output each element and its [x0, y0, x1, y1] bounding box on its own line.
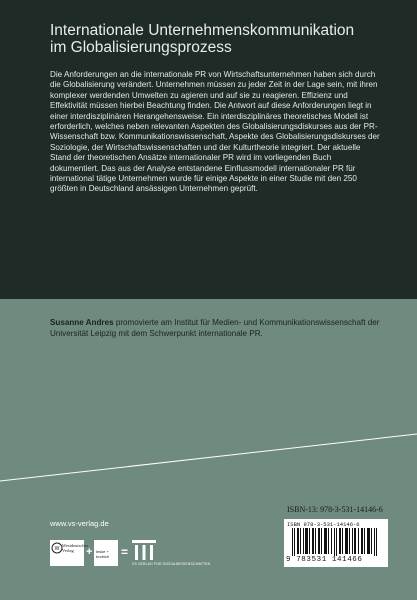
- title-line-1: Internationale Unternehmenskommunikation: [50, 22, 355, 39]
- book-description: Die Anforderungen an die internationale PR von Wirtschaftsunternehmen haben sich durch die Globalisierung verändert. Unternehmen müssen zu jeder Zeit in der Lage sein, mit ihren komplexer werdenden Umwelten zu agieren und auf sie zu reagieren. Effizienz und Effektivität müssen hierbei Beachtung finden. Die Antwort auf diese Anforderungen liegt in einer interdisziplinären Herangehensweise. Ein interdisziplinäres theoretisches Modell ist erforderlich, welches neben relevanten Aspekten des Globalisierungsdiskurses aus der PR-Wissenschaft bzw. Kommunikationswissenschaft, Aspekte des Globalisierungsdiskurses der Soziologie, der Wirtschaftswissenschaften und der Kulturtheorie integriert. Der aktuelle Stand der theoretischen Ansätze internationaler PR wird im vorliegenden Buch dokumentiert. Das aus der Analyse entstandene Einflussmodell internationaler PR für international tätige Unternehmen wurde für einige Aspekte in einer Studie mit den 250 größten in Deutschland ansässigen Unternehmen geprüft.: [50, 70, 380, 194]
- svg-text:W: W: [54, 546, 60, 552]
- vs-verlag-emblem-icon: [132, 540, 156, 560]
- author-bio-text: promovierte am Institut für Medien- und Kommunikationswissenschaft der Universität Leipzig mit dem Schwerpunkt internationale PR.: [50, 318, 380, 338]
- author-bio: [50, 318, 380, 339]
- vs-verlag-name: VS VERLAG FÜR SOZIALWISSENSCHAFTEN: [132, 562, 211, 566]
- equals-sign: =: [121, 545, 129, 559]
- barcode: [284, 519, 388, 567]
- publisher-website-link[interactable]: www.vs-verlag.de: [50, 519, 109, 528]
- leske-budrich-text: leske + budrich: [96, 549, 110, 559]
- publisher-logos: [50, 540, 210, 568]
- leske-budrich-logo: [94, 540, 118, 566]
- author-name: Susanne Andres: [50, 318, 114, 327]
- barcode-number: 9 783531 141466: [286, 556, 363, 564]
- isbn-label: ISBN-13: 978-3-531-14146-6: [287, 505, 383, 514]
- westdeutscher-verlag-logo: [50, 540, 89, 566]
- barcode-isbn-text: ISBN 978-3-531-14146-6: [287, 521, 360, 528]
- vs-verlag-logo: [132, 540, 210, 568]
- title-line-2: im Globalisierungsprozess: [50, 39, 232, 56]
- westdeutscher-verlag-text: Westdeutscher Verlag: [62, 543, 89, 553]
- plus-sign: +: [86, 546, 93, 558]
- book-title: [50, 22, 390, 56]
